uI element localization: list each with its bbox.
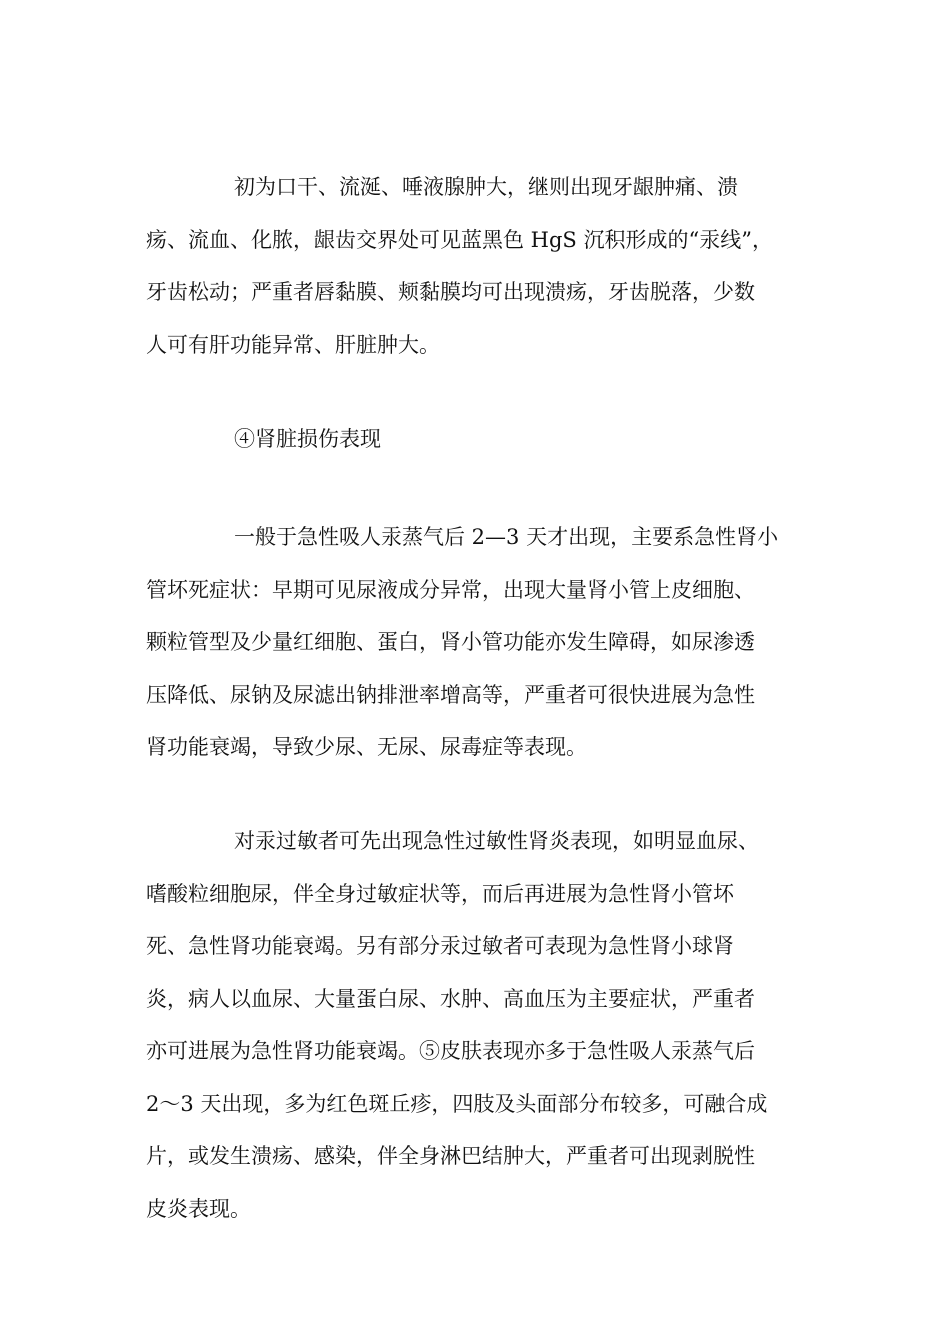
- text-line: 一般于急性吸人汞蒸气后 2—3 天才出现，主要系急性肾小: [234, 525, 779, 549]
- text-line: 嗜酸粒细胞尿，伴全身过敏症状等，而后再进展为急性肾小管坏: [146, 881, 734, 906]
- text-line: 死、急性肾功能衰竭。另有部分汞过敏者可表现为急性肾小球肾: [146, 934, 734, 958]
- text-line: 管坏死症状：早期可见尿液成分异常，出现大量肾小管上皮细胞、: [146, 577, 755, 602]
- text-line: 对汞过敏者可先出现急性过敏性肾炎表现，如明显血尿、: [234, 829, 759, 853]
- paragraph-allergy-and-skin: [146, 815, 806, 1235]
- section-heading-text: ④肾脏损伤表现: [234, 427, 381, 451]
- text-line: 肾功能衰竭，导致少尿、无尿、尿毒症等表现。: [146, 735, 587, 759]
- section-heading-kidney-damage: [146, 413, 806, 466]
- paragraph-oral-symptoms: [146, 161, 806, 371]
- text-line: 人可有肝功能异常、肝脏肿大。: [146, 332, 440, 357]
- text-line: 亦可进展为急性肾功能衰竭。⑤皮肤表现亦多于急性吸人汞蒸气后: [146, 1039, 755, 1063]
- text-line: 炎，病人以血尿、大量蛋白尿、水肿、高血压为主要症状，严重者: [146, 986, 755, 1011]
- text-line: 2～3 天出现，多为红色斑丘疹，四肢及头面部分布较多，可融合成: [146, 1091, 768, 1116]
- text-line: 片，或发生溃疡、感染，伴全身淋巴结肿大，严重者可出现剥脱性: [146, 1144, 755, 1168]
- text-line: 颗粒管型及少量红细胞、蛋白，肾小管功能亦发生障碍，如尿渗透: [146, 630, 755, 654]
- text-line: 疡、流血、化脓，龈齿交界处可见蓝黑色 HgS 沉积形成的“汞线”，: [146, 227, 773, 252]
- text-line: 初为口干、流涎、唾液腺肿大，继则出现牙龈肿痛、溃: [234, 175, 738, 199]
- text-line: 牙齿松动；严重者唇黏膜、颊黏膜均可出现溃疡，牙齿脱落，少数: [146, 280, 755, 304]
- text-line: 皮炎表现。: [146, 1196, 251, 1221]
- paragraph-kidney-symptoms: [146, 511, 806, 774]
- text-line: 压降低、尿钠及尿滤出钠排泄率增高等，严重者可很快进展为急性: [146, 682, 755, 707]
